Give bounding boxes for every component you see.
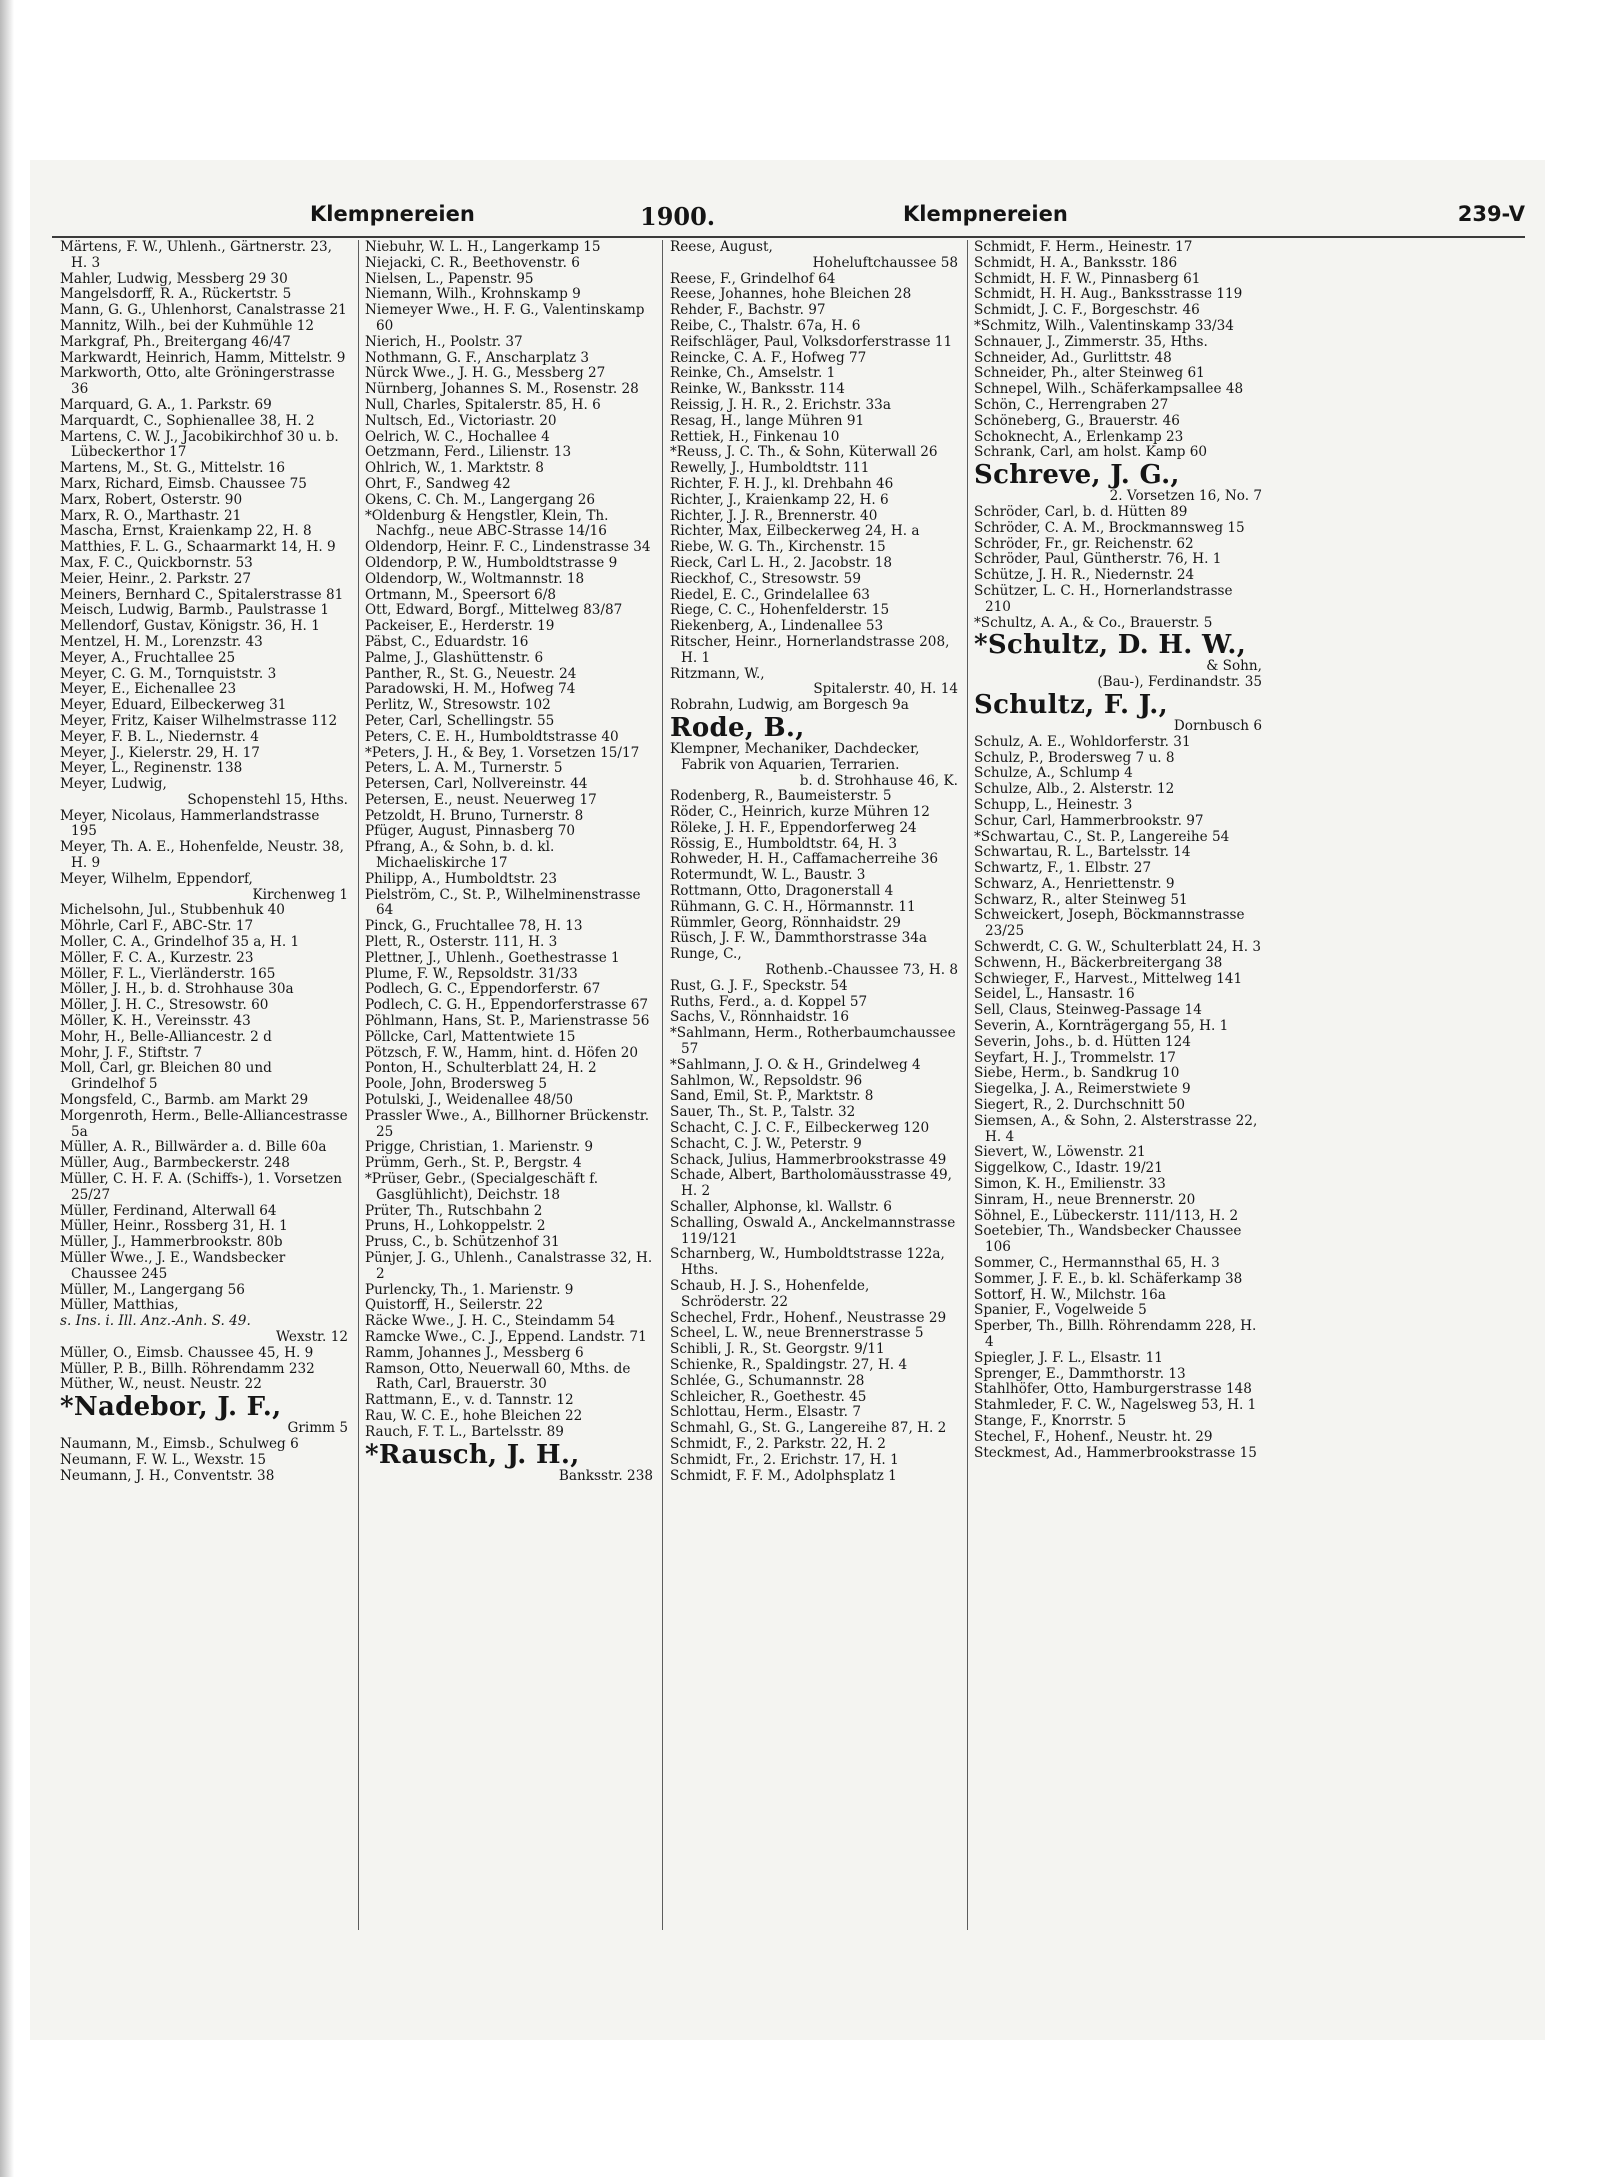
directory-entry: Wexstr. 12	[276, 1328, 348, 1345]
scan-edge	[0, 0, 14, 2177]
directory-entry: Schöneberg, G., Brauerstr. 46	[974, 412, 1180, 429]
directory-entry: Oetzmann, Ferd., Lilienstr. 13	[365, 444, 572, 461]
directory-entry: Siebe, Herm., b. Sandkrug 10	[974, 1065, 1180, 1082]
directory-entry: Oelrich, W. C., Hochallee 4	[365, 428, 550, 445]
directory-entry: Spiegler, J. F. L., Elsastr. 11	[974, 1349, 1163, 1366]
directory-entry: Meyer, Ludwig,	[60, 776, 167, 793]
directory-entry: Rewelly, J., Humboldtstr. 111	[670, 460, 870, 477]
directory-entry: Schulze, Alb., 2. Alsterstr. 12	[974, 781, 1175, 798]
directory-entry: Rüsch, J. F. W., Dammthorstrasse 34a	[670, 930, 927, 947]
directory-column-3	[670, 240, 958, 1484]
directory-entry: Schmidt, H. H. Aug., Banksstrasse 119	[974, 286, 1243, 303]
directory-entry: Meyer, Fritz, Kaiser Wilhelmstrasse 112	[60, 712, 338, 729]
directory-entry: Podlech, C. G. H., Eppendorferstrasse 67	[365, 997, 649, 1014]
directory-entry: Schweickert, Joseph, Böckmannstrasse 23/25	[974, 907, 1245, 940]
directory-entry: Scheel, L. W., neue Brennerstrasse 5	[670, 1325, 924, 1342]
directory-entry: Schacht, C. J. C. F., Eilbeckerweg 120	[670, 1120, 930, 1137]
directory-entry: *Nadebor, J. F.,	[60, 1392, 282, 1423]
directory-entry: Marx, R. O., Marthastr. 21	[60, 507, 242, 524]
directory-entry: Rust, G. J. F., Speckstr. 54	[670, 977, 848, 994]
directory-entry: Meyer, Eduard, Eilbeckerweg 31	[60, 697, 287, 714]
directory-entry: Müller, J., Hammerbrookstr. 80b	[60, 1234, 283, 1251]
directory-entry: Purlencky, Th., 1. Marienstr. 9	[365, 1281, 574, 1298]
directory-entry: Meier, Heinr., 2. Parkstr. 27	[60, 570, 252, 587]
directory-entry: Meyer, Th. A. E., Hohenfelde, Neustr. 38, H. 9	[60, 839, 344, 872]
directory-entry: Packeiser, E., Herderstr. 19	[365, 618, 555, 635]
directory-entry: Reese, Johannes, hohe Bleichen 28	[670, 286, 912, 303]
directory-entry: Michelsohn, Jul., Stubbenhuk 40	[60, 902, 285, 919]
directory-entry: Ramcke Wwe., C. J., Eppend. Landstr. 71	[365, 1328, 647, 1345]
directory-entry: Schoknecht, A., Erlenkamp 23	[974, 428, 1184, 445]
directory-entry: Reinke, W., Banksstr. 114	[670, 381, 845, 398]
directory-entry: Schupp, L., Heinestr. 3	[974, 796, 1133, 813]
directory-entry: *Peters, J. H., & Bey, 1. Vorsetzen 15/17	[365, 744, 640, 761]
header-right-title: Klempnereien	[903, 202, 1068, 226]
directory-entry: Martens, C. W. J., Jacobikirchhof 30 u. b. Lübeckerthor 17	[60, 428, 339, 461]
directory-entry: Matthies, F. L. G., Schaarmarkt 14, H. 9	[60, 539, 336, 556]
directory-entry: Möhrle, Carl F., ABC-Str. 17	[60, 918, 254, 935]
directory-entry: Banksstr. 238	[558, 1467, 653, 1484]
directory-entry: Mahler, Ludwig, Messberg 29 30	[60, 270, 288, 287]
directory-entry: Schwarz, R., alter Steinweg 51	[974, 891, 1188, 908]
directory-entry: Sachs, V., Rönnhaidstr. 16	[670, 1009, 850, 1026]
directory-entry: Meiners, Bernhard C., Spitalerstrasse 81	[60, 586, 344, 603]
directory-entry: s. Ins. i. Ill. Anz.-Anh. S. 49.	[60, 1313, 251, 1330]
directory-entry: Reincke, C. A. F., Hofweg 77	[670, 349, 867, 366]
directory-entry: Stange, F., Knorrstr. 5	[974, 1412, 1127, 1429]
directory-entry: Märtens, F. W., Uhlenh., Gärtnerstr. 23, H. 3	[60, 240, 332, 271]
directory-entry: Schibli, J. R., St. Georgstr. 9/11	[670, 1341, 885, 1358]
directory-entry: Rottmann, Otto, Dragonerstall 4	[670, 883, 894, 900]
directory-entry: Mangelsdorff, R. A., Rückertstr. 5	[60, 286, 292, 303]
directory-entry: Schur, Carl, Hammerbrookstr. 97	[974, 812, 1204, 829]
directory-entry: Riebe, W. G. Th., Kirchenstr. 15	[670, 539, 886, 556]
directory-entry: *Rausch, J. H.,	[365, 1439, 580, 1470]
directory-entry: Pünjer, J. G., Uhlenh., Canalstrasse 32, H. 2	[365, 1250, 653, 1282]
directory-entry: Ott, Edward, Borgf., Mittelweg 83/87	[365, 602, 623, 619]
directory-entry: Ruths, Ferd., a. d. Koppel 57	[670, 993, 868, 1010]
header-rule	[52, 236, 1525, 238]
directory-entry: *Sahlmann, Herm., Rotherbaumchaussee 57	[670, 1025, 956, 1058]
directory-entry: Meyer, Wilhelm, Eppendorf,	[60, 870, 253, 887]
directory-entry: *Reuss, J. C. Th., & Sohn, Küterwall 26	[670, 444, 938, 461]
directory-entry: Schwieger, F., Harvest., Mittelweg 141	[974, 970, 1243, 987]
directory-entry: Schaller, Alphonse, kl. Wallstr. 6	[670, 1199, 892, 1216]
directory-entry: Klempner, Mechaniker, Dachdecker, Fabrik von Aquarien, Terrarien.	[670, 740, 920, 773]
directory-entry: Müller, C. H. F. A. (Schiffs-), 1. Vorsetzen 25/27	[60, 1171, 343, 1203]
directory-entry: Schechel, Frdr., Hohenf., Neustrasse 29	[670, 1309, 947, 1326]
directory-entry: Ponton, H., Schulterblatt 24, H. 2	[365, 1060, 597, 1077]
directory-entry: Prüter, Th., Rutschbahn 2	[365, 1202, 543, 1219]
directory-entry: Müller, A. R., Billwärder a. d. Bille 60a	[60, 1139, 327, 1156]
directory-entry: *Schultz, D. H. W.,	[974, 630, 1247, 661]
directory-entry: Sauer, Th., St. P., Talstr. 32	[670, 1104, 856, 1121]
directory-entry: Nierich, H., Poolstr. 37	[365, 333, 523, 350]
directory-entry: Naumann, M., Eimsb., Schulweg 6	[60, 1435, 299, 1452]
directory-entry: Söhnel, E., Lübeckerstr. 111/113, H. 2	[974, 1207, 1239, 1224]
directory-entry: Rettiek, H., Finkenau 10	[670, 428, 840, 445]
directory-entry: Pfrang, A., & Sohn, b. d. kl. Michaeliskirche 17	[365, 839, 555, 872]
directory-entry: Severin, A., Kornträgergang 55, H. 1	[974, 1018, 1229, 1035]
directory-entry: Nultsch, Ed., Victoriastr. 20	[365, 412, 557, 429]
directory-entry: Schaub, H. J. S., Hohenfelde, Schröderstr. 22	[670, 1278, 870, 1310]
directory-entry: Meyer, Nicolaus, Hammerlandstrasse 195	[60, 807, 320, 840]
directory-entry: Mohr, H., Belle-Alliancestr. 2 d	[60, 1028, 272, 1045]
directory-entry: Schrank, Carl, am holst. Kamp 60	[974, 444, 1208, 461]
directory-entry: Sottorf, H. W., Milchstr. 16a	[974, 1286, 1166, 1303]
directory-entry: Meyer, C. G. M., Tornquiststr. 3	[60, 665, 277, 682]
directory-entry: Markwardt, Heinrich, Hamm, Mittelstr. 9	[60, 349, 346, 366]
directory-entry: Philipp, A., Humboldtstr. 23	[365, 870, 558, 887]
directory-entry: Sprenger, E., Dammthorstr. 13	[974, 1365, 1186, 1382]
directory-entry: Pfüger, August, Pinnasberg 70	[365, 823, 576, 840]
page-header	[30, 202, 1545, 232]
directory-entry: Dornbusch 6	[1173, 717, 1262, 734]
directory-entry: Richter, J. J. R., Brennerstr. 40	[670, 507, 878, 524]
directory-entry: Müller, O., Eimsb. Chaussee 45, H. 9	[60, 1344, 314, 1361]
directory-entry: Richter, F. H. J., kl. Drehbahn 46	[670, 475, 894, 492]
directory-entry: Siegert, R., 2. Durchschnitt 50	[974, 1097, 1186, 1114]
directory-entry: Sahlmon, W., Repsoldstr. 96	[670, 1072, 863, 1089]
directory-entry: Oldendorp, Heinr. F. C., Lindenstrasse 34	[365, 539, 651, 556]
directory-entry: Moll, Carl, gr. Bleichen 80 und Grindelhof 5	[60, 1060, 272, 1093]
directory-entry: Stahlhöfer, Otto, Hamburgerstrasse 148	[974, 1381, 1252, 1398]
directory-entry: Siegelka, J. A., Reimerstwiete 9	[974, 1081, 1191, 1098]
directory-entry: Müller, Heinr., Rossberg 31, H. 1	[60, 1218, 288, 1235]
directory-entry: Ohlrich, W., 1. Marktstr. 8	[365, 460, 544, 477]
directory-entry: Niebuhr, W. L. H., Langerkamp 15	[365, 240, 601, 255]
directory-entry: *Oldenburg & Hengstler, Klein, Th. Nachfg., neue ABC-Strasse 14/16	[365, 507, 609, 540]
directory-entry: Poole, John, Brodersweg 5	[365, 1076, 548, 1093]
directory-entry: Schnauer, J., Zimmerstr. 35, Hths.	[974, 333, 1208, 350]
directory-entry: Meisch, Ludwig, Barmb., Paulstrasse 1	[60, 602, 330, 619]
directory-entry: Ramm, Johannes J., Messberg 6	[365, 1344, 584, 1361]
directory-entry: Riekenberg, A., Lindenallee 53	[670, 618, 884, 635]
directory-entry: Möller, F. C. A., Kurzestr. 23	[60, 949, 254, 966]
directory-entry: Neumann, J. H., Conventstr. 38	[60, 1467, 275, 1484]
directory-entry: Stahmleder, F. C. W., Nagelsweg 53, H. 1	[974, 1397, 1257, 1414]
directory-entry: Seyfart, H. J., Trommelstr. 17	[974, 1049, 1176, 1066]
directory-entry: Moller, C. A., Grindelhof 35 a, H. 1	[60, 934, 300, 951]
directory-entry: Schneider, Ad., Gurlittstr. 48	[974, 349, 1172, 366]
directory-entry: Prassler Wwe., A., Billhorner Brückenstr. 25	[365, 1107, 650, 1140]
directory-entry: Möller, K. H., Vereinsstr. 43	[60, 1013, 251, 1030]
directory-entry: Schack, Julius, Hammerbrookstrasse 49	[670, 1151, 947, 1168]
directory-entry: Null, Charles, Spitalerstr. 85, H. 6	[365, 396, 601, 413]
directory-column-2	[365, 240, 653, 1484]
directory-entry: Sommer, J. F. E., b. kl. Schäferkamp 38	[974, 1270, 1243, 1287]
directory-entry: Rau, W. C. E., hohe Bleichen 22	[365, 1407, 583, 1424]
directory-entry: Morgenroth, Herm., Belle-Alliancestrasse 5a	[60, 1107, 348, 1140]
directory-entry: Reissig, J. H. R., 2. Erichstr. 33a	[670, 396, 891, 413]
directory-entry: Müller, M., Langergang 56	[60, 1281, 245, 1298]
directory-entry: Müller, P. B., Billh. Röhrendamm 232	[60, 1360, 315, 1377]
directory-entry: Nürck Wwe., J. H. G., Messberg 27	[365, 365, 606, 382]
directory-entry: Rümmler, Georg, Rönnhaidstr. 29	[670, 914, 901, 931]
header-year: 1900.	[640, 202, 716, 231]
directory-entry: Schopenstehl 15, Hths.	[187, 791, 348, 808]
directory-entry: Prümm, Gerh., St. P., Bergstr. 4	[365, 1155, 582, 1172]
directory-entry: *Schultz, A. A., & Co., Brauerstr. 5	[974, 614, 1213, 631]
directory-entry: Möller, J. H., b. d. Strohhause 30a	[60, 981, 294, 998]
directory-entry: Hoheluftchaussee 58	[812, 254, 958, 271]
directory-entry: Siemsen, A., & Sohn, 2. Alsterstrasse 22, H. 4	[974, 1112, 1258, 1145]
directory-entry: Rode, B.,	[670, 712, 805, 743]
directory-entry: Mannitz, Wilh., bei der Kuhmühle 12	[60, 317, 315, 334]
directory-entry: Palme, J., Glashüttenstr. 6	[365, 649, 544, 666]
directory-entry: Meyer, E., Eichenallee 23	[60, 681, 237, 698]
directory-entry: Ritzmann, W.,	[670, 665, 765, 682]
directory-entry: Neumann, F. W. L., Wexstr. 15	[60, 1451, 266, 1468]
column-divider	[967, 240, 968, 1930]
directory-entry: Markworth, Otto, alte Gröningerstrasse 36	[60, 365, 335, 398]
directory-entry: Schwerdt, C. G. W., Schulterblatt 24, H. 3	[974, 939, 1262, 956]
directory-entry: *Schwartau, C., St. P., Langereihe 54	[974, 828, 1230, 845]
directory-entry: Räcke Wwe., J. H. C., Steindamm 54	[365, 1313, 616, 1330]
directory-entry: Peters, L. A. M., Turnerstr. 5	[365, 760, 563, 777]
directory-entry: Panther, R., St. G., Neuestr. 24	[365, 665, 577, 682]
directory-entry: Stechel, F., Hohenf., Neustr. ht. 29	[974, 1428, 1213, 1445]
directory-entry: Mellendorf, Gustav, Königstr. 36, H. 1	[60, 618, 320, 635]
directory-entry: Grimm 5	[287, 1420, 348, 1437]
directory-entry: Müller, Ferdinand, Alterwall 64	[60, 1202, 277, 1219]
directory-entry: *Prüser, Gebr., (Specialgeschäft f. Gasglühlicht), Deichstr. 18	[365, 1171, 599, 1203]
directory-entry: Marquardt, C., Sophienallee 38, H. 2	[60, 412, 315, 429]
directory-entry: Schröder, C. A. M., Brockmannsweg 15	[974, 519, 1245, 536]
directory-entry: Mentzel, H. M., Lorenzstr. 43	[60, 633, 263, 650]
directory-entry: Müller, Matthias,	[60, 1297, 179, 1314]
directory-entry: Soetebier, Th., Wandsbecker Chaussee 106	[974, 1223, 1242, 1256]
directory-entry: Pötzsch, F. W., Hamm, hint. d. Höfen 20	[365, 1044, 639, 1061]
directory-entry: *Schmitz, Wilh., Valentinskamp 33/34	[974, 317, 1234, 334]
directory-entry: Rattmann, E., v. d. Tannstr. 12	[365, 1392, 574, 1409]
directory-entry: Schmidt, F. F. M., Adolphsplatz 1	[670, 1467, 897, 1484]
directory-entry: Peter, Carl, Schellingstr. 55	[365, 712, 555, 729]
directory-entry: Schreve, J. G.,	[974, 460, 1180, 491]
directory-entry: Resag, H., lange Mühren 91	[670, 412, 865, 429]
directory-entry: Niemeyer Wwe., H. F. G., Valentinskamp 60	[365, 302, 645, 334]
directory-entry: Möller, F. L., Vierländerstr. 165	[60, 965, 276, 982]
directory-entry: Perlitz, W., Stresowstr. 102	[365, 697, 551, 714]
directory-entry: Seidel, L., Hansastr. 16	[974, 986, 1135, 1003]
directory-entry: Schleicher, R., Goethestr. 45	[670, 1388, 867, 1405]
directory-entry: Okens, C. Ch. M., Langergang 26	[365, 491, 596, 508]
page-number: 239-V	[1457, 202, 1525, 226]
directory-entry: Schnepel, Wilh., Schäferkampsallee 48	[974, 381, 1244, 398]
directory-entry: Ramson, Otto, Neuerwall 60, Mths. de Rath, Carl, Brauerstr. 30	[365, 1360, 631, 1393]
directory-entry: Möller, J. H. C., Stresowstr. 60	[60, 997, 269, 1014]
directory-entry: Reibe, C., Thalstr. 67a, H. 6	[670, 317, 861, 334]
directory-entry: Schmidt, H. A., Banksstr. 186	[974, 254, 1178, 271]
directory-entry: Schwartau, R. L., Bartelsstr. 14	[974, 844, 1191, 861]
directory-entry: Schwenn, H., Bäckerbreitergang 38	[974, 954, 1223, 971]
directory-entry: Schienke, R., Spaldingstr. 27, H. 4	[670, 1356, 908, 1373]
directory-entry: Müller, Aug., Barmbeckerstr. 248	[60, 1155, 290, 1172]
directory-entry: Pielström, C., St. P., Wilhelminenstrasse 64	[365, 886, 641, 919]
directory-entry: Plettner, J., Uhlenh., Goethestrasse 1	[365, 949, 620, 966]
directory-entry: Niemann, Wilh., Krohnskamp 9	[365, 286, 581, 303]
directory-entry: Mann, G. G., Uhlenhorst, Canalstrasse 21	[60, 302, 347, 319]
directory-entry: Müther, W., neust. Neustr. 22	[60, 1376, 262, 1393]
directory-entry: Plume, F. W., Repsoldstr. 31/33	[365, 965, 578, 982]
directory-entry: Schultz, F. J.,	[974, 689, 1169, 720]
directory-entry: Mongsfeld, C., Barmb. am Markt 29	[60, 1092, 309, 1109]
directory-entry: Martens, M., St. G., Mittelstr. 16	[60, 460, 286, 477]
directory-entry: Spanier, F., Vogelweide 5	[974, 1302, 1147, 1319]
directory-entry: Oldendorp, P. W., Humboldtstrasse 9	[365, 554, 618, 571]
directory-entry: Schacht, C. J. W., Peterstr. 9	[670, 1135, 862, 1152]
directory-entry: Rössig, E., Humboldtstr. 64, H. 3	[670, 835, 898, 852]
directory-entry: Schmidt, Fr., 2. Erichstr. 17, H. 1	[670, 1451, 899, 1468]
directory-entry: Marquard, G. A., 1. Parkstr. 69	[60, 396, 272, 413]
directory-entry: Rehder, F., Bachstr. 97	[670, 302, 826, 319]
directory-entry: Robrahn, Ludwig, am Borgesch 9a	[670, 697, 909, 714]
directory-entry: Runge, C.,	[670, 946, 742, 963]
directory-entry: Meyer, J., Kielerstr. 29, H. 17	[60, 744, 260, 761]
directory-entry: Nothmann, G. F., Anscharplatz 3	[365, 349, 590, 366]
column-divider	[358, 240, 359, 1930]
directory-entry: Rieckhof, C., Stresowstr. 59	[670, 570, 861, 587]
directory-entry: Marx, Robert, Osterstr. 90	[60, 491, 243, 508]
directory-entry: Schön, C., Herrengraben 27	[974, 396, 1169, 413]
directory-entry: Rothenb.-Chaussee 73, H. 8	[765, 962, 958, 979]
directory-entry: Rotermundt, W. L., Baustr. 3	[670, 867, 866, 884]
directory-entry: Siggelkow, C., Idastr. 19/21	[974, 1160, 1163, 1177]
directory-entry: Pöhlmann, Hans, St. P., Marienstrasse 56	[365, 1013, 650, 1030]
directory-entry: Schlée, G., Schumannstr. 28	[670, 1372, 865, 1389]
directory-entry: Schalling, Oswald A., Anckelmannstrasse 119/121	[670, 1214, 956, 1247]
header-left-title: Klempnereien	[310, 202, 475, 226]
directory-entry: Rühmann, G. C. H., Hörmannstr. 11	[670, 898, 916, 915]
directory-entry: Röder, C., Heinrich, kurze Mühren 12	[670, 804, 930, 821]
directory-entry: b. d. Strohhause 46, K.	[799, 772, 958, 789]
directory-entry: Petersen, E., neust. Neuerweg 17	[365, 791, 597, 808]
directory-entry: Richter, Max, Eilbeckerweg 24, H. a	[670, 523, 920, 540]
directory-entry: Petzoldt, H. Bruno, Turnerstr. 8	[365, 807, 584, 824]
directory-entry: Ohrt, F., Sandweg 42	[365, 475, 511, 492]
directory-entry: Pruns, H., Lohkoppelstr. 2	[365, 1218, 546, 1235]
directory-page	[30, 160, 1545, 2040]
directory-entry: Kirchenweg 1	[252, 886, 348, 903]
directory-entry: Reese, F., Grindelhof 64	[670, 270, 836, 287]
directory-entry: Marx, Richard, Eimsb. Chaussee 75	[60, 475, 307, 492]
directory-entry: Richter, J., Kraienkamp 22, H. 6	[670, 491, 889, 508]
directory-entry: Potulski, J., Weidenallee 48/50	[365, 1092, 574, 1109]
directory-entry: Plett, R., Osterstr. 111, H. 3	[365, 934, 558, 951]
directory-entry: Riedel, E. C., Grindelallee 63	[670, 586, 870, 603]
directory-entry: Schützer, L. C. H., Hornerlandstrasse 210	[974, 582, 1233, 615]
directory-entry: Schade, Albert, Bartholomäusstrasse 49, H. 2	[670, 1167, 952, 1200]
directory-entry: Max, F. C., Quickbornstr. 53	[60, 554, 253, 571]
directory-entry: Paradowski, H. M., Hofweg 74	[365, 681, 576, 698]
directory-entry: Rohweder, H. H., Caffamacherreihe 36	[670, 851, 939, 868]
directory-entry: Müller Wwe., J. E., Wandsbecker Chaussee 245	[60, 1250, 286, 1282]
column-divider	[662, 240, 663, 1930]
directory-entry: Schmidt, F., 2. Parkstr. 22, H. 2	[670, 1435, 886, 1452]
directory-entry: Ritscher, Heinr., Hornerlandstrasse 208, H. 1	[670, 633, 950, 666]
directory-entry: Mascha, Ernst, Kraienkamp 22, H. 8	[60, 523, 312, 540]
directory-entry: Schulz, P., Brodersweg 7 u. 8	[974, 749, 1175, 766]
directory-entry: Prigge, Christian, 1. Marienstr. 9	[365, 1139, 594, 1156]
directory-entry: Sell, Claus, Steinweg-Passage 14	[974, 1002, 1202, 1019]
directory-entry: Oldendorp, W., Woltmannstr. 18	[365, 570, 585, 587]
directory-entry: Rieck, Carl L. H., 2. Jacobstr. 18	[670, 554, 893, 571]
directory-entry: Simon, K. H., Emilienstr. 33	[974, 1176, 1166, 1193]
directory-entry: Steckmest, Ad., Hammerbrookstrasse 15	[974, 1444, 1257, 1461]
directory-entry: Mohr, J. F., Stiftstr. 7	[60, 1044, 203, 1061]
directory-entry: Sinram, H., neue Brennerstr. 20	[974, 1191, 1196, 1208]
directory-entry: Nielsen, L., Papenstr. 95	[365, 270, 534, 287]
directory-entry: Niejacki, C. R., Beethovenstr. 6	[365, 254, 580, 271]
directory-entry: *Sahlmann, J. O. & H., Grindelweg 4	[670, 1056, 921, 1073]
directory-entry: Schröder, Carl, b. d. Hütten 89	[974, 503, 1188, 520]
directory-entry: Pöllcke, Carl, Mattentwiete 15	[365, 1028, 576, 1045]
directory-column-1	[60, 240, 348, 1484]
directory-entry: (Bau-), Ferdinandstr. 35	[1097, 674, 1262, 691]
directory-entry: Reifschläger, Paul, Volksdorferstrasse 11	[670, 333, 953, 350]
directory-entry: Schröder, Paul, Güntherstr. 76, H. 1	[974, 551, 1222, 568]
directory-entry: Nürnberg, Johannes S. M., Rosenstr. 28	[365, 381, 639, 398]
directory-entry: Riege, C. C., Hohenfelderstr. 15	[670, 602, 890, 619]
directory-entry: Schlottau, Herm., Elsastr. 7	[670, 1404, 861, 1421]
directory-entry: Schmidt, F. Herm., Heinestr. 17	[974, 240, 1193, 255]
directory-entry: Sperber, Th., Billh. Röhrendamm 228, H. 4	[974, 1318, 1257, 1350]
directory-entry: Quistorff, H., Seilerstr. 22	[365, 1297, 543, 1314]
directory-entry: Pruss, C., b. Schützenhof 31	[365, 1234, 560, 1251]
directory-entry: Sommer, C., Hermannsthal 65, H. 3	[974, 1255, 1220, 1272]
directory-entry: Meyer, L., Reginenstr. 138	[60, 760, 243, 777]
directory-entry: Reinke, Ch., Amselstr. 1	[670, 365, 836, 382]
directory-entry: Scharnberg, W., Humboldtstrasse 122a, Hths.	[670, 1246, 945, 1279]
directory-entry: Reese, August,	[670, 240, 773, 255]
directory-entry: Spitalerstr. 40, H. 14	[813, 681, 958, 698]
directory-entry: Meyer, F. B. L., Niedernstr. 4	[60, 728, 259, 745]
directory-entry: Petersen, Carl, Nollvereinstr. 44	[365, 776, 588, 793]
directory-entry: Schwartz, F., 1. Elbstr. 27	[974, 860, 1152, 877]
directory-entry: Sand, Emil, St. P., Marktstr. 8	[670, 1088, 874, 1105]
directory-entry: Schmidt, H. F. W., Pinnasberg 61	[974, 270, 1201, 287]
directory-entry: Pinck, G., Fruchtallee 78, H. 13	[365, 918, 583, 935]
directory-entry: Rodenberg, R., Baumeisterstr. 5	[670, 788, 892, 805]
directory-entry: Schulz, A. E., Wohldorferstr. 31	[974, 733, 1191, 750]
directory-entry: Peters, C. E. H., Humboldtstrasse 40	[365, 728, 619, 745]
directory-entry: & Sohn,	[1206, 658, 1262, 675]
directory-entry: Schmahl, G., St. G., Langereihe 87, H. 2	[670, 1420, 947, 1437]
directory-entry: Podlech, G. C., Eppendorferstr. 67	[365, 981, 601, 998]
directory-entry: Schneider, Ph., alter Steinweg 61	[974, 365, 1205, 382]
directory-entry: Päbst, C., Eduardstr. 16	[365, 633, 529, 650]
directory-entry: Sievert, W., Löwenstr. 21	[974, 1144, 1146, 1161]
directory-entry: Schulze, A., Schlump 4	[974, 765, 1133, 782]
directory-entry: 2. Vorsetzen 16, No. 7	[1109, 488, 1262, 505]
directory-column-4	[974, 240, 1262, 1461]
directory-entry: Schröder, Fr., gr. Reichenstr. 62	[974, 535, 1194, 552]
directory-entry: Röleke, J. H. F., Eppendorferweg 24	[670, 819, 917, 836]
directory-entry: Schütze, J. H. R., Niedernstr. 24	[974, 567, 1195, 584]
directory-entry: Ortmann, M., Speersort 6/8	[365, 586, 557, 603]
directory-entry: Rauch, F. T. L., Bartelsstr. 89	[365, 1423, 564, 1440]
directory-entry: Schmidt, J. C. F., Borgeschstr. 46	[974, 302, 1200, 319]
directory-entry: Meyer, A., Fruchtallee 25	[60, 649, 236, 666]
directory-entry: Schwarz, A., Henriettenstr. 9	[974, 875, 1175, 892]
directory-entry: Markgraf, Ph., Breitergang 46/47	[60, 333, 291, 350]
directory-entry: Severin, Johs., b. d. Hütten 124	[974, 1033, 1191, 1050]
